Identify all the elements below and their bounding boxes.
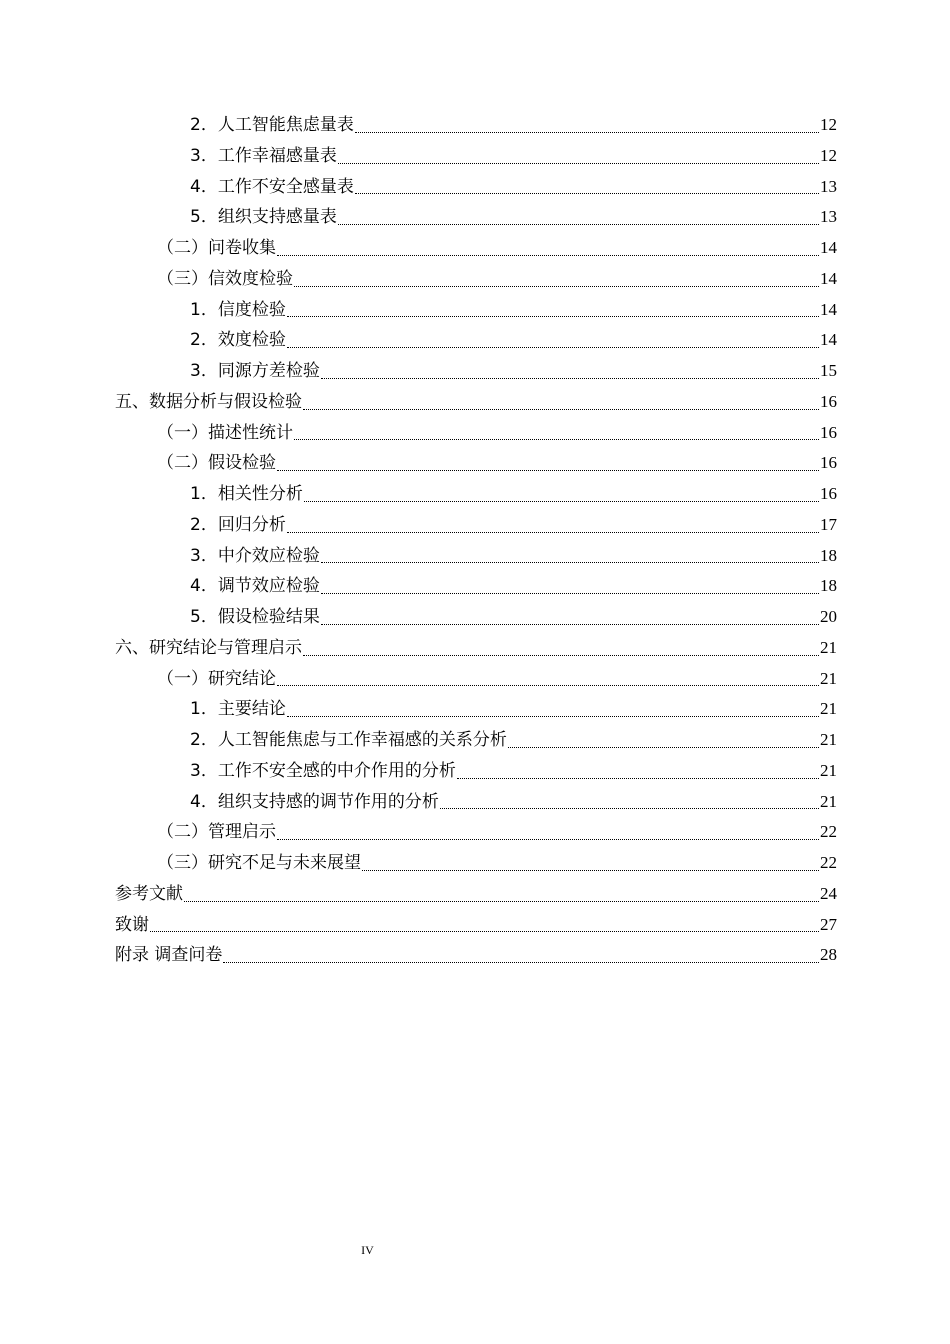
toc-entry-page: 13 <box>820 176 837 196</box>
toc-entry-page: 14 <box>820 330 837 350</box>
toc-entry[interactable] <box>115 202 837 233</box>
toc-entry-page: 22 <box>820 822 837 842</box>
toc-dot-leader <box>287 347 819 348</box>
toc-entry-label: 3．工作幸福感量表 <box>190 145 337 166</box>
toc-entry-page: 16 <box>820 422 837 442</box>
toc-entry-page: 16 <box>820 453 837 473</box>
toc-dot-leader <box>294 439 819 440</box>
toc-entry[interactable] <box>115 264 837 295</box>
toc-entry[interactable] <box>115 418 837 449</box>
toc-dot-leader <box>440 808 819 809</box>
toc-entry-page: 28 <box>820 945 837 965</box>
toc-entry-label: 1．相关性分析 <box>190 484 303 504</box>
toc-entry-page: 13 <box>820 207 837 227</box>
toc-entry-label: 六、研究结论与管理启示 <box>115 637 302 658</box>
toc-dot-leader <box>338 224 819 225</box>
toc-entry[interactable] <box>115 295 837 326</box>
toc-entry[interactable] <box>115 356 837 387</box>
toc-entry[interactable] <box>115 879 837 910</box>
toc-entry-label: （三）研究不足与未来展望 <box>157 853 361 873</box>
toc-entry[interactable] <box>115 725 837 756</box>
page-number: IV <box>361 1243 374 1257</box>
toc-entry-page: 21 <box>820 668 837 688</box>
toc-dot-leader <box>287 716 819 717</box>
toc-dot-leader <box>277 470 819 471</box>
toc-entry-label: （一）研究结论 <box>157 668 276 689</box>
toc-dot-leader <box>508 747 819 748</box>
toc-dot-leader <box>277 839 819 840</box>
toc-entry-label: （三）信效度检验 <box>157 268 293 289</box>
toc-dot-leader <box>184 901 819 902</box>
toc-entry-page: 17 <box>820 514 837 534</box>
toc-dot-leader <box>321 593 819 594</box>
toc-entry[interactable] <box>115 172 837 203</box>
toc-entry-page: 14 <box>820 268 837 288</box>
toc-dot-leader <box>338 163 819 164</box>
toc-dot-leader <box>223 962 819 963</box>
toc-entry-page: 20 <box>820 607 837 626</box>
toc-entry-page: 21 <box>820 637 837 657</box>
toc-entry-page: 22 <box>820 853 837 872</box>
toc-entry-page: 16 <box>820 391 837 411</box>
toc-entry-page: 16 <box>820 484 837 503</box>
toc-entry-label: 致谢 <box>115 914 149 935</box>
toc-entry[interactable] <box>115 510 837 541</box>
toc-dot-leader <box>457 778 819 779</box>
toc-entry-page: 14 <box>820 299 837 319</box>
toc-dot-leader <box>321 624 819 625</box>
toc-entry-page: 15 <box>820 361 837 380</box>
toc-entry[interactable] <box>115 602 837 633</box>
toc-dot-leader <box>150 931 819 932</box>
toc-entry-label: 3．同源方差检验 <box>190 361 320 381</box>
toc-entry[interactable] <box>115 910 837 941</box>
toc-entry-page: 27 <box>820 914 837 934</box>
toc-dot-leader <box>362 870 819 871</box>
toc-entry-label: 2．效度检验 <box>190 330 286 351</box>
toc-entry-label: 4．调节效应检验 <box>190 576 320 597</box>
toc-entry-page: 18 <box>820 576 837 596</box>
toc-entry-label: 2．人工智能焦虑与工作幸福感的关系分析 <box>190 730 507 750</box>
toc-entry[interactable] <box>115 479 837 510</box>
toc-entry[interactable] <box>115 541 837 572</box>
toc-dot-leader <box>304 501 819 502</box>
toc-entry[interactable] <box>115 664 837 695</box>
toc-entry[interactable] <box>115 817 837 848</box>
toc-entry-label: 附录 调查问卷 <box>115 945 223 966</box>
toc-entry-label: 五、数据分析与假设检验 <box>115 391 302 412</box>
toc-dot-leader <box>321 562 819 563</box>
toc-entry[interactable] <box>115 633 837 664</box>
toc-entry-label: 4．工作不安全感量表 <box>190 176 354 197</box>
toc-entry-label: 1．主要结论 <box>190 699 286 720</box>
toc-dot-leader <box>321 378 819 379</box>
toc-entry-label: 2．人工智能焦虑量表 <box>190 115 354 135</box>
toc-entry-page: 18 <box>820 545 837 565</box>
toc-entry-page: 21 <box>820 730 837 749</box>
toc-entry-page: 21 <box>820 760 837 780</box>
toc-entry[interactable] <box>115 787 837 818</box>
table-of-contents <box>115 110 837 971</box>
toc-entry-label: 5．假设检验结果 <box>190 607 320 627</box>
toc-entry-label: （二）问卷收集 <box>157 238 276 258</box>
toc-dot-leader <box>355 193 819 194</box>
toc-dot-leader <box>287 316 819 317</box>
toc-entry[interactable] <box>115 387 837 418</box>
toc-entry-label: 2．回归分析 <box>190 514 286 535</box>
toc-entry-page: 21 <box>820 791 837 811</box>
toc-entry[interactable] <box>115 141 837 172</box>
toc-dot-leader <box>294 286 819 287</box>
toc-entry-page: 21 <box>820 699 837 719</box>
toc-dot-leader <box>287 532 819 533</box>
toc-entry-page: 12 <box>820 145 837 165</box>
toc-entry[interactable] <box>115 448 837 479</box>
toc-dot-leader <box>303 409 819 410</box>
toc-entry[interactable] <box>115 233 837 264</box>
toc-entry-page: 12 <box>820 115 837 134</box>
toc-dot-leader <box>277 685 819 686</box>
toc-entry[interactable] <box>115 848 837 879</box>
toc-entry-page: 14 <box>820 238 837 257</box>
toc-entry[interactable] <box>115 940 837 971</box>
toc-entry[interactable] <box>115 756 837 787</box>
toc-entry-label: （二）管理启示 <box>157 822 276 843</box>
toc-entry-label: （一）描述性统计 <box>157 422 293 443</box>
toc-entry[interactable] <box>115 325 837 356</box>
toc-entry-label: 参考文献 <box>115 883 183 904</box>
toc-dot-leader <box>303 655 819 656</box>
toc-entry[interactable] <box>115 694 837 725</box>
toc-entry-label: 1．信度检验 <box>190 299 286 320</box>
toc-entry[interactable] <box>115 571 837 602</box>
toc-entry-label: （二）假设检验 <box>157 453 276 474</box>
toc-entry-label: 4．组织支持感的调节作用的分析 <box>190 791 439 812</box>
toc-entry-label: 3．工作不安全感的中介作用的分析 <box>190 760 456 781</box>
toc-entry-label: 5．组织支持感量表 <box>190 207 337 228</box>
toc-entry-page: 24 <box>820 883 837 903</box>
toc-entry-label: 3．中介效应检验 <box>190 545 320 566</box>
toc-entry[interactable] <box>115 110 837 141</box>
toc-dot-leader <box>355 132 819 133</box>
toc-dot-leader <box>277 255 819 256</box>
